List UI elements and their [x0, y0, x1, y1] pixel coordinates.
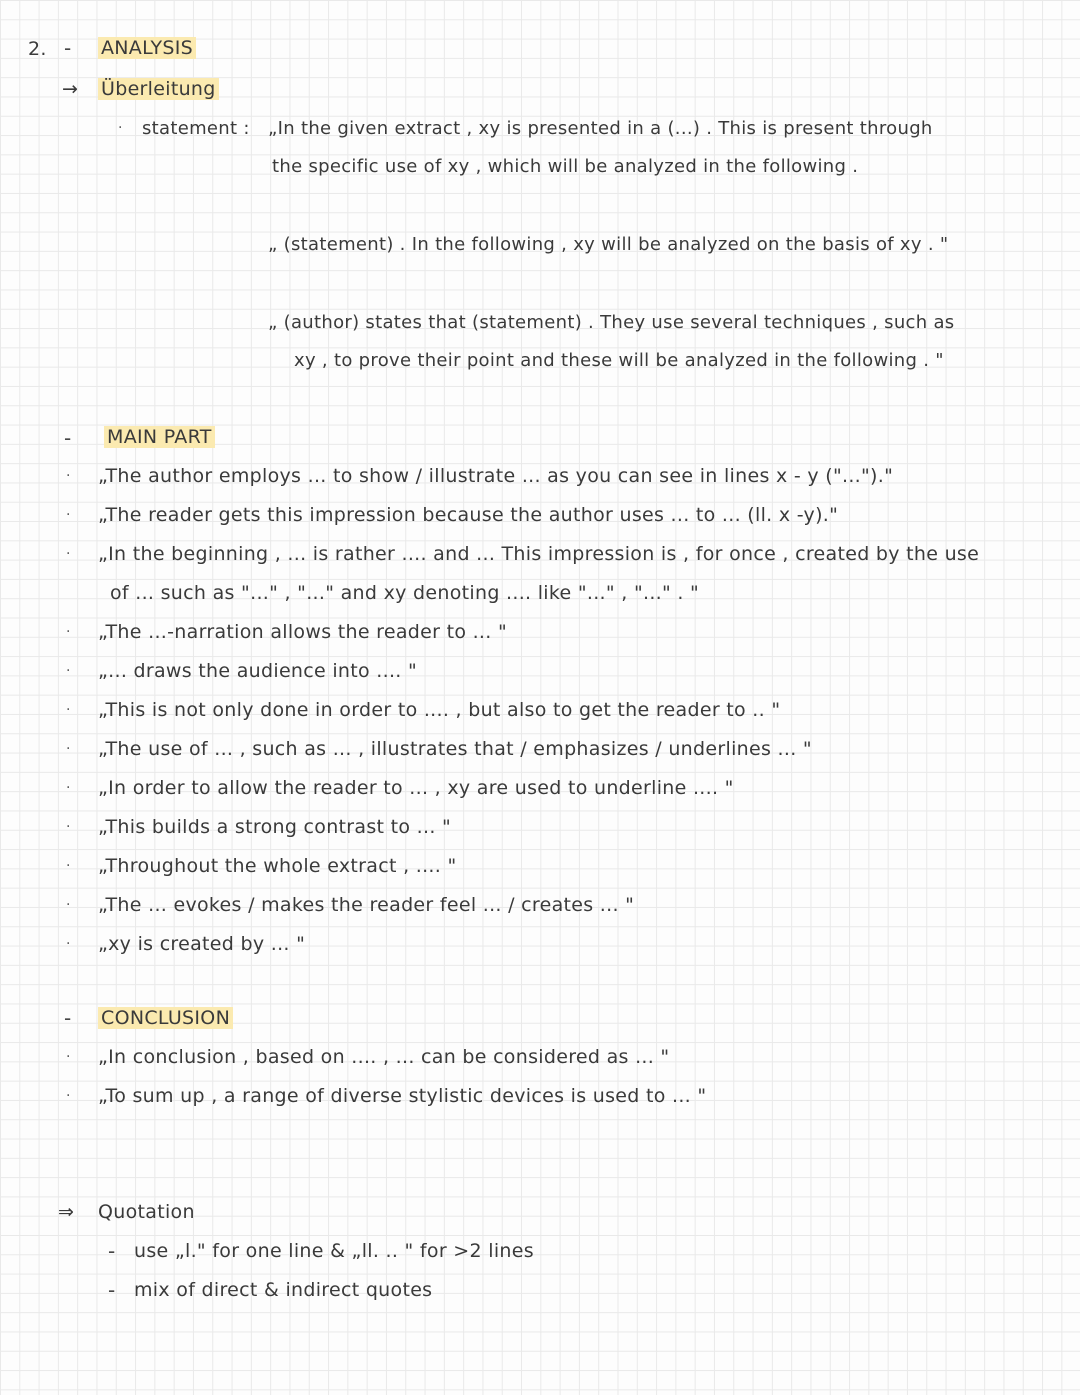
bullet: · — [66, 936, 71, 952]
dash-main-part: - — [64, 426, 72, 450]
statement-label: statement : — [142, 118, 250, 139]
bullet: · — [66, 507, 71, 523]
bullet: · — [66, 858, 71, 874]
bullet: · — [66, 897, 71, 913]
main-part-heading — [104, 426, 215, 448]
bullet: · — [66, 780, 71, 796]
dash-quote-1: - — [108, 1239, 116, 1263]
bullet: · — [66, 702, 71, 718]
section-number: 2. — [28, 38, 47, 60]
main-part-heading-text: MAIN PART — [104, 426, 215, 448]
quotation-line-1: use „l." for one line & „ll. .. " for >2 lines — [134, 1240, 534, 1262]
conclusion-line-2: „To sum up , a range of diverse stylistic devices is used to ... " — [98, 1085, 707, 1107]
sub-heading — [98, 78, 219, 100]
main-line-3: „In the beginning , ... is rather .... and ... This impression is , for once , created by the use — [98, 543, 980, 565]
statement-3-line-1: „ (author) states that (statement) . They use several techniques , such as — [268, 312, 955, 333]
bullet: · — [66, 663, 71, 679]
main-line-10: „Throughout the whole extract , .... " — [98, 855, 457, 877]
statement-3-line-2: xy , to prove their point and these will be analyzed in the following . " — [294, 350, 944, 371]
quotation-heading: Quotation — [98, 1201, 195, 1223]
bullet: · — [66, 624, 71, 640]
bullet: · — [66, 468, 71, 484]
quotation-line-2: mix of direct & indirect quotes — [134, 1279, 433, 1301]
main-line-11: „The ... evokes / makes the reader feel ... / creates ... " — [98, 894, 635, 916]
main-line-4: „The ...-narration allows the reader to ... " — [98, 621, 507, 643]
statement-1-line-1: „In the given extract , xy is presented in a (...) . This is present through — [268, 118, 933, 139]
analysis-heading — [98, 37, 196, 59]
bullet: · — [66, 741, 71, 757]
main-line-9: „This builds a strong contrast to ... " — [98, 816, 452, 838]
main-line-3-cont: of ... such as "..." , "..." and xy denoting .... like "..." , "..." . " — [110, 582, 700, 604]
double-arrow-icon: ⇒ — [58, 1201, 75, 1223]
statement-1-line-2: the specific use of xy , which will be analyzed in the following . — [272, 156, 859, 177]
analysis-heading-text: ANALYSIS — [98, 37, 196, 59]
conclusion-heading — [98, 1007, 233, 1029]
conclusion-line-1: „In conclusion , based on .... , ... can be considered as ... " — [98, 1046, 670, 1068]
bullet: · — [66, 1049, 71, 1065]
bullet: · — [118, 120, 123, 136]
conclusion-heading-text: CONCLUSION — [98, 1007, 233, 1029]
bullet: · — [66, 819, 71, 835]
main-line-2: „The reader gets this impression because the author uses ... to ... (ll. x -y)." — [98, 504, 839, 526]
bullet: · — [66, 546, 71, 562]
bullet: · — [66, 1088, 71, 1104]
main-line-8: „In order to allow the reader to ... , xy are used to underline .... " — [98, 777, 734, 799]
main-line-1: „The author employs ... to show / illustrate ... as you can see in lines x - y ("...")." — [98, 465, 894, 487]
arrow-icon: → — [62, 78, 79, 100]
dash-conclusion: - — [64, 1006, 72, 1030]
main-line-12: „xy is created by ... " — [98, 933, 306, 955]
dash-analysis: - — [64, 36, 72, 60]
main-line-7: „The use of ... , such as ... , illustrates that / emphasizes / underlines ... " — [98, 738, 812, 760]
main-line-6: „This is not only done in order to .... , but also to get the reader to .. " — [98, 699, 781, 721]
statement-2-line-1: „ (statement) . In the following , xy will be analyzed on the basis of xy . " — [268, 234, 949, 255]
main-line-5: „... draws the audience into .... " — [98, 660, 418, 682]
sub-heading-text: Überleitung — [98, 78, 219, 100]
dash-quote-2: - — [108, 1278, 116, 1302]
